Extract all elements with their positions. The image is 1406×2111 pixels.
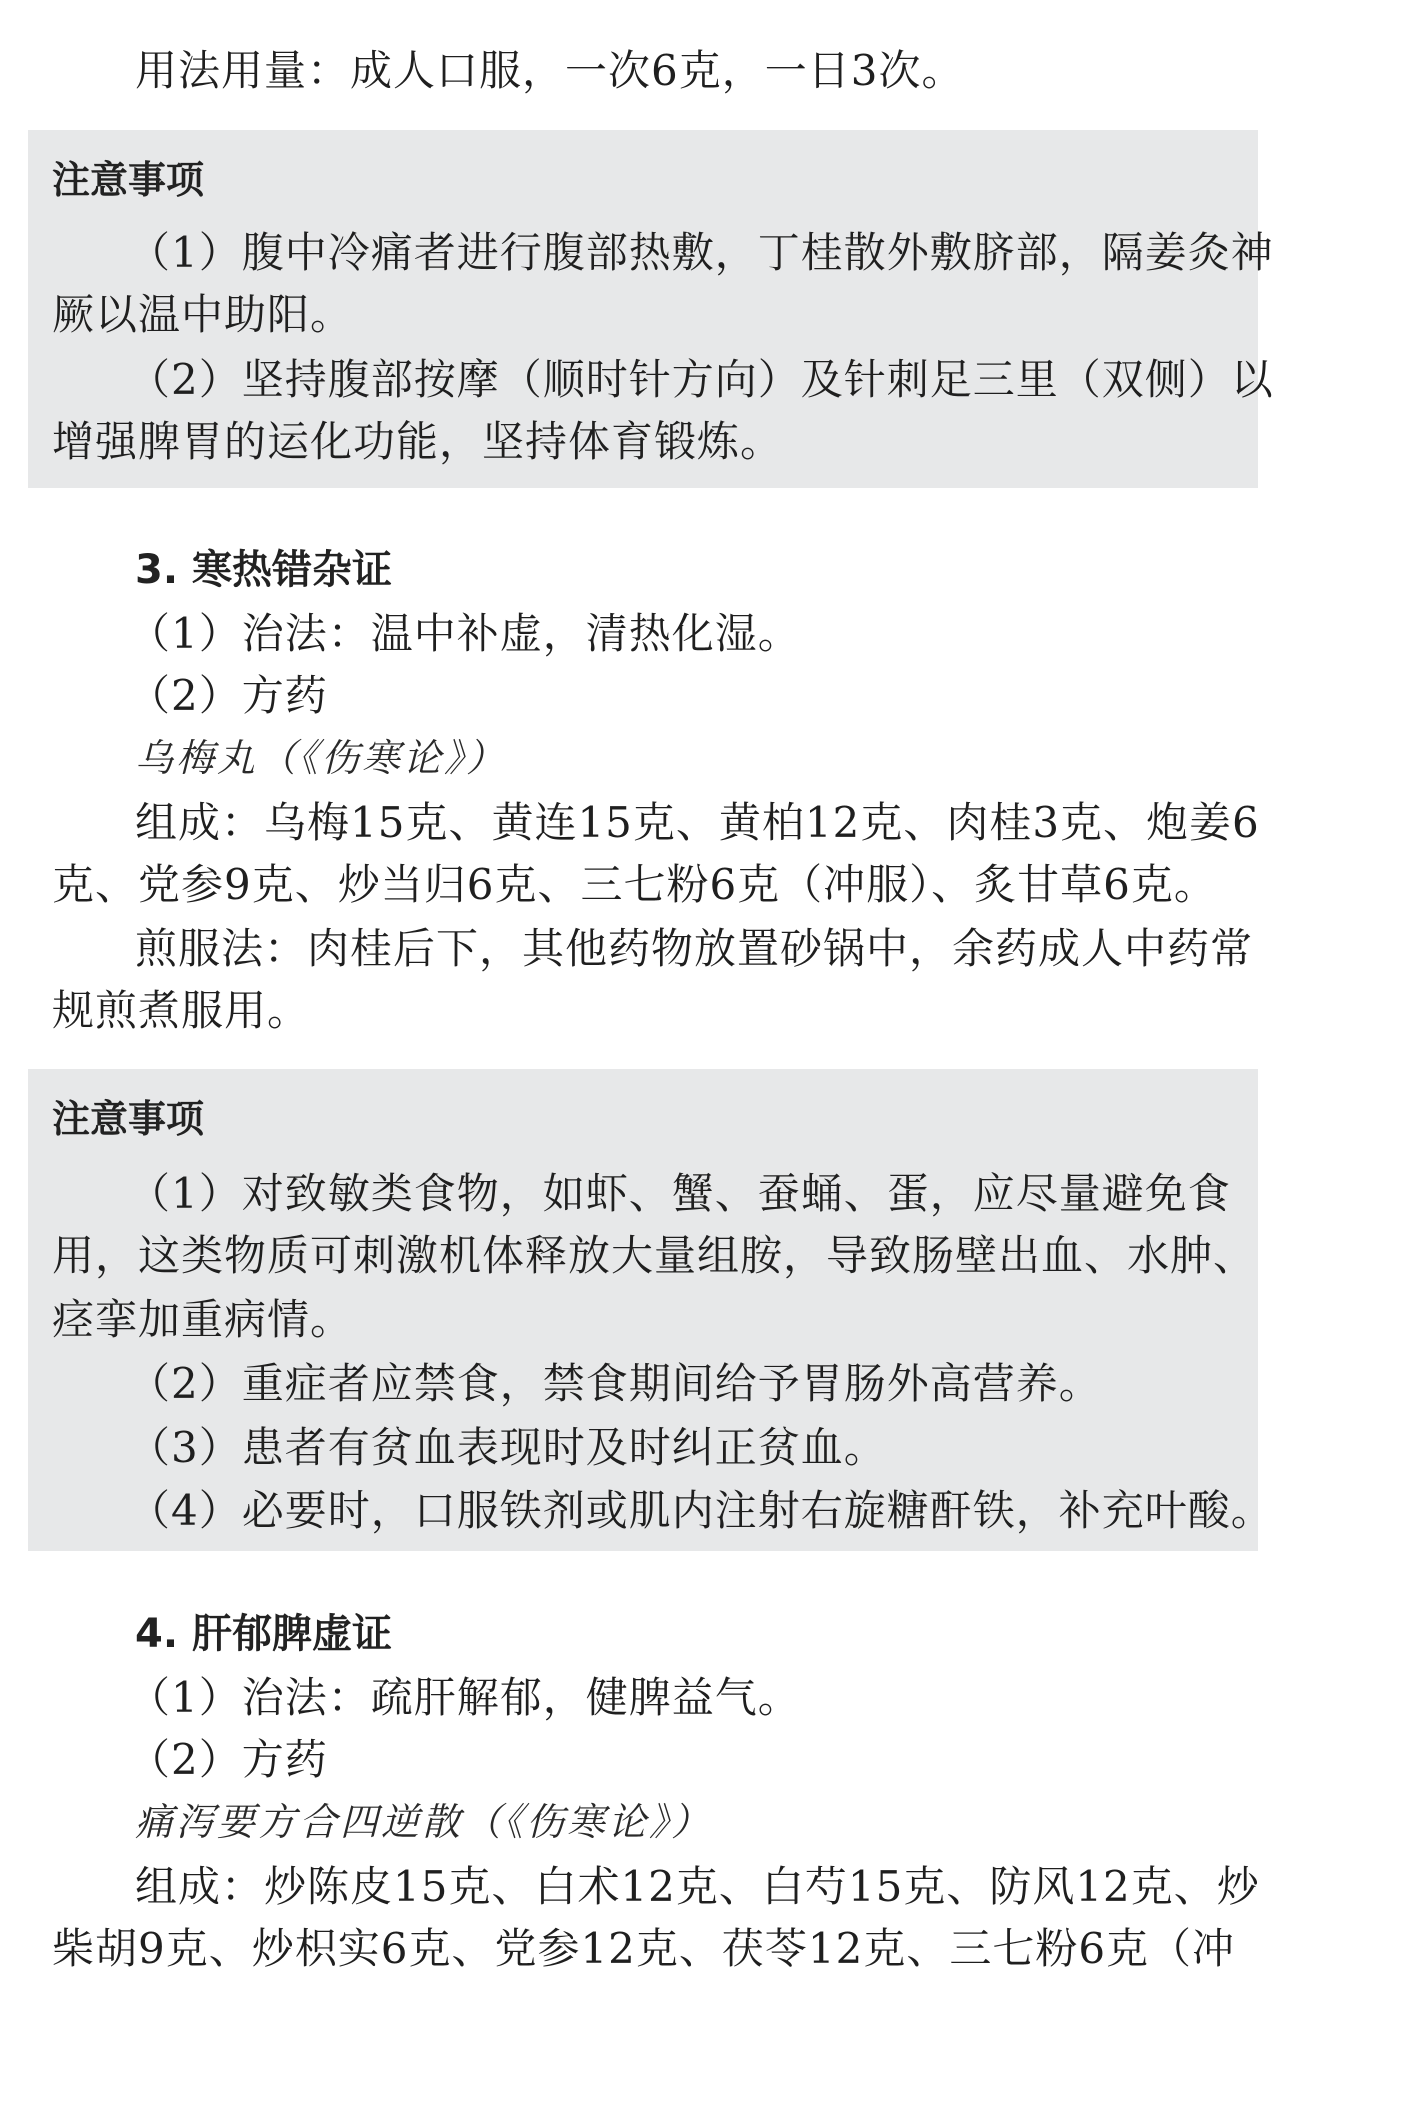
section3-prescription-label: （2）方药 (128, 671, 328, 720)
notice2-item4: （4）必要时，口服铁剂或肌内注射右旋糖酐铁，补充叶酸。 (128, 1486, 1274, 1535)
notice1-item2-line2: 增强脾胃的运化功能，坚持体育锻炼。 (52, 417, 784, 466)
section3-decoction-line2: 规煎煮服用。 (52, 986, 311, 1035)
notice1-item2-line1: （2）坚持腹部按摩（顺时针方向）及针刺足三里（双侧）以 (128, 355, 1274, 404)
section3-formula-name: 乌梅丸（《伤寒论》） (135, 736, 508, 780)
section3-method: （1）治法：温中补虚，清热化湿。 (128, 609, 801, 658)
notice2-item1-line1: （1）对致敏类食物，如虾、蟹、蚕蛹、蛋，应尽量避免食 (128, 1169, 1231, 1218)
section4-composition-line2: 柴胡9克、炒枳实6克、党参12克、茯苓12克、三七粉6克（冲 (52, 1924, 1236, 1973)
notice2-item2: （2）重症者应禁食，禁食期间给予胃肠外高营养。 (128, 1359, 1102, 1408)
notice2-item3: （3）患者有贫血表现时及时纠正贫血。 (128, 1423, 887, 1472)
section4-method: （1）治法：疏肝解郁，健脾益气。 (128, 1673, 801, 1722)
notice-title-2: 注意事项 (52, 1097, 205, 1141)
section4-composition-line1: 组成：炒陈皮15克、白术12克、白芍15克、防风12克、炒 (135, 1862, 1260, 1911)
section-4-heading: 4. 肝郁脾虚证 (135, 1611, 392, 1657)
notice1-item1-line2: 厥以温中助阳。 (52, 290, 354, 339)
usage-text: 用法用量：成人口服，一次6克，一日3次。 (135, 46, 965, 95)
section4-prescription-label: （2）方药 (128, 1735, 328, 1784)
section3-decoction-line1: 煎服法：肉桂后下，其他药物放置砂锅中，余药成人中药常 (135, 924, 1254, 973)
notice2-item1-line3: 痉挛加重病情。 (52, 1295, 354, 1344)
notice-title-1: 注意事项 (52, 158, 205, 202)
section3-composition-line2: 克、党参9克、炒当归6克、三七粉6克（冲服）、炙甘草6克。 (52, 860, 1217, 909)
section3-composition-line1: 组成：乌梅15克、黄连15克、黄柏12克、肉桂3克、炮姜6 (135, 798, 1260, 847)
notice1-item1-line1: （1）腹中冷痛者进行腹部热敷，丁桂散外敷脐部，隔姜灸神 (128, 228, 1274, 277)
section4-formula-name: 痛泻要方合四逆散（《伤寒论》） (135, 1800, 713, 1844)
section-3-heading: 3. 寒热错杂证 (135, 547, 392, 593)
notice2-item1-line2: 用，这类物质可刺激机体释放大量组胺，导致肠壁出血、水肿、 (52, 1231, 1257, 1280)
